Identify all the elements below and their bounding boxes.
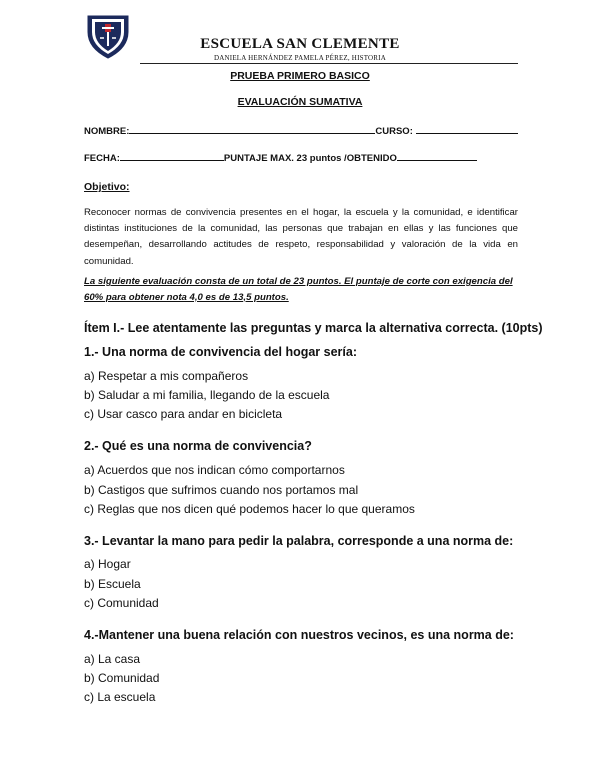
- header-divider: [140, 63, 518, 64]
- curso-label: CURSO:: [375, 126, 413, 137]
- answer-option[interactable]: a) Acuerdos que nos indican cómo comportarnos: [84, 463, 345, 477]
- answer-option[interactable]: c) La escuela: [84, 690, 156, 704]
- answer-option[interactable]: c) Comunidad: [84, 596, 159, 610]
- question-title: 3.- Levantar la mano para pedir la palabra, corresponde a una norma de:: [84, 534, 514, 548]
- answer-option[interactable]: b) Comunidad: [84, 671, 160, 685]
- objetivo-heading: Objetivo:: [84, 181, 130, 193]
- item-heading: Ítem I.- Lee atentamente las preguntas y marca la alternativa correcta. (10pts): [84, 321, 543, 335]
- question-title: 1.- Una norma de convivencia del hogar sería:: [84, 345, 358, 359]
- objetivo-body: Reconocer normas de convivencia presentes en el hogar, la escuela y la comunidad, e identificar distintas instituciones de la comunidad, las personas que trabajan en ellas y las funciones que desempeñan, desarrollando actitudes de respeto, responsabilidad y valoración de la vida en comunidad.: [84, 207, 518, 267]
- question-title: 4.-Mantener una buena relación con nuestros vecinos, es una norma de:: [84, 628, 514, 642]
- answer-option[interactable]: b) Saludar a mi familia, llegando de la escuela: [84, 388, 330, 402]
- nombre-row: [84, 124, 518, 137]
- answer-option[interactable]: c) Reglas que nos dicen qué podemos hacer lo que queramos: [84, 502, 415, 516]
- school-name: ESCUELA SAN CLEMENTE: [200, 36, 400, 52]
- test-title: PRUEBA PRIMERO BASICO: [230, 70, 370, 82]
- answer-option[interactable]: a) Hogar: [84, 557, 131, 571]
- question-title: 2.- Qué es una norma de convivencia?: [84, 439, 312, 453]
- puntaje-label: PUNTAJE MAX. 23 puntos /OBTENIDO: [223, 153, 397, 164]
- answer-option[interactable]: a) Respetar a mis compañeros: [84, 369, 249, 383]
- nombre-blank[interactable]: [129, 124, 375, 134]
- answer-option[interactable]: b) Castigos que sufrimos cuando nos portamos mal: [84, 483, 359, 497]
- fecha-label: FECHA:: [84, 153, 120, 164]
- answer-option[interactable]: a) La casa: [84, 652, 141, 666]
- fecha-row: [84, 151, 477, 164]
- nombre-label: NOMBRE:: [84, 126, 130, 137]
- obtenido-blank[interactable]: [397, 151, 477, 161]
- test-subtitle: EVALUACIÓN SUMATIVA: [237, 96, 363, 108]
- fecha-blank[interactable]: [120, 151, 224, 161]
- scoring-note: La siguiente evaluación consta de un total de 23 puntos. El puntaje de corte con exigencia del 60% para obtener nota 4,0 es de 13,5 puntos.: [84, 276, 513, 303]
- answer-option[interactable]: c) Usar casco para andar en bicicleta: [84, 407, 283, 421]
- teacher-line: DANIELA HERNÁNDEZ PAMELA PÉREZ, HISTORIA: [214, 54, 386, 62]
- curso-blank[interactable]: [416, 124, 518, 134]
- answer-option[interactable]: b) Escuela: [84, 577, 141, 591]
